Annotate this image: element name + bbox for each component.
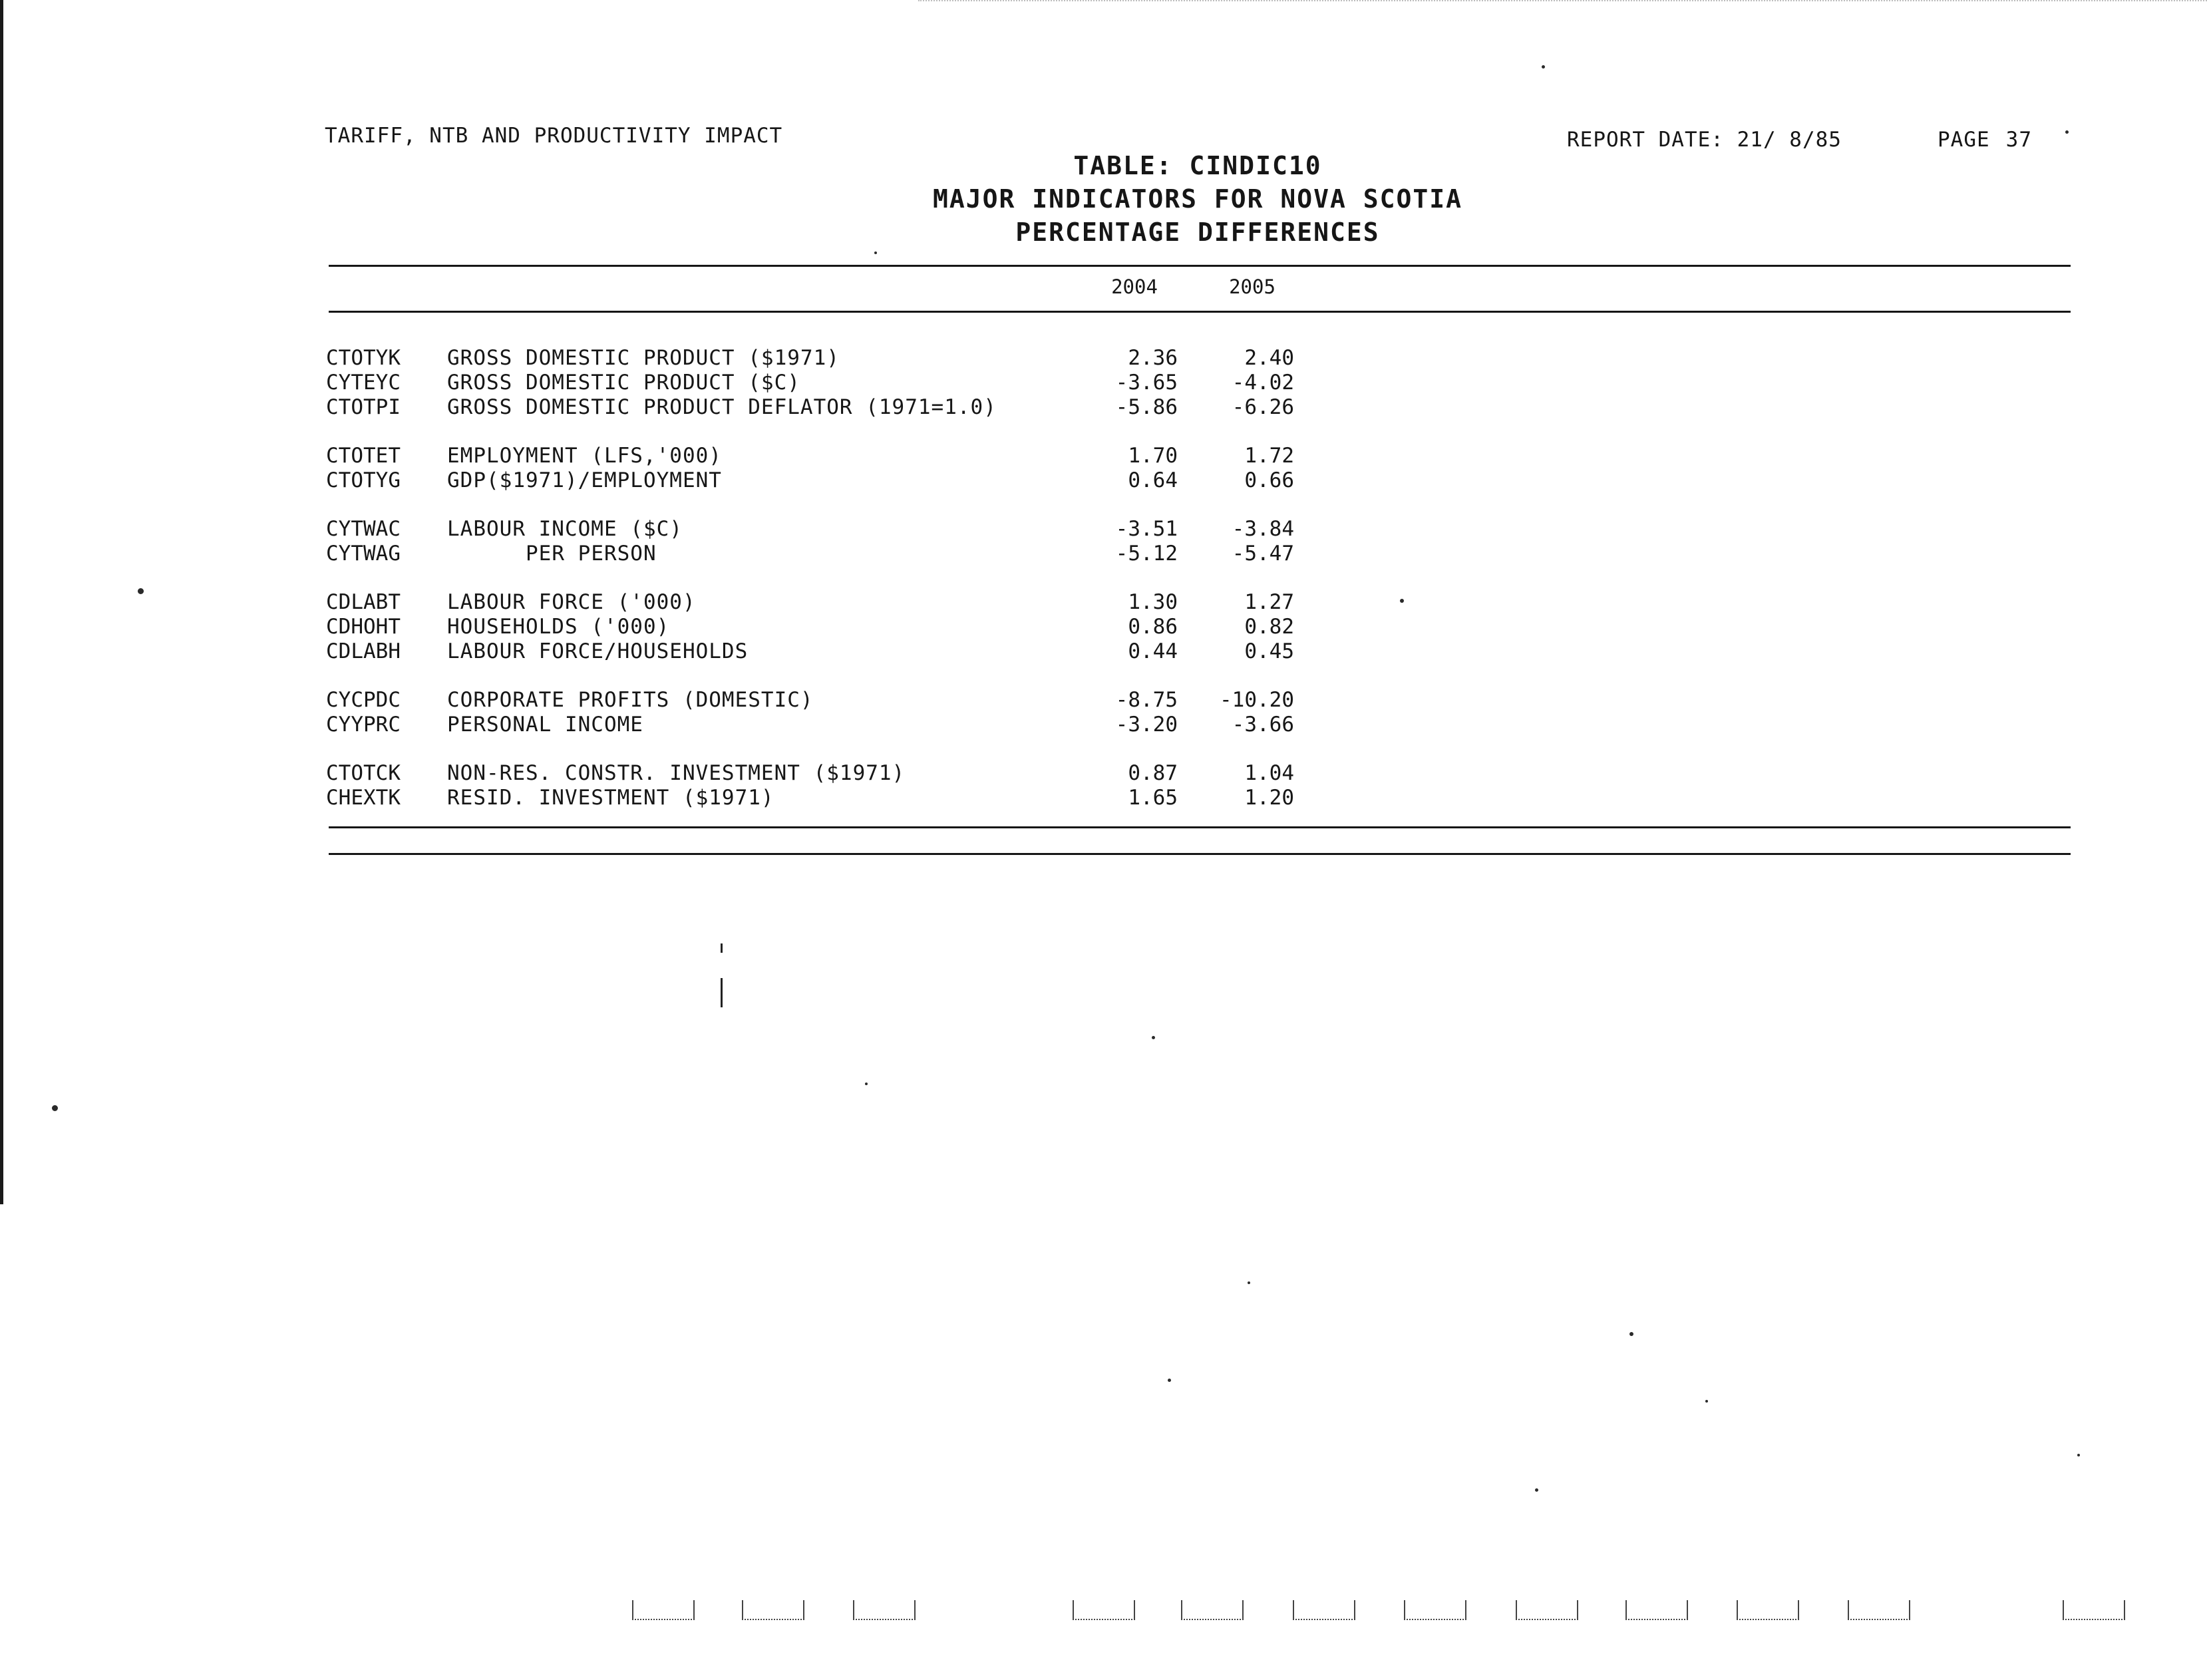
table-row — [326, 517, 1391, 542]
perforation-mark — [853, 1600, 916, 1620]
series-code: CDLABH — [326, 639, 401, 663]
series-code: CTOTCK — [326, 761, 401, 785]
value-2004: 0.86 — [1128, 615, 1178, 639]
indicator-label: PER PERSON — [526, 542, 657, 566]
perforation-mark — [742, 1600, 804, 1620]
table-subject: MAJOR INDICATORS FOR NOVA SCOTIA — [932, 184, 1463, 214]
perforation-mark — [1404, 1600, 1466, 1620]
scan-speck — [1248, 1281, 1250, 1284]
page-label: PAGE — [1938, 128, 1990, 152]
series-code: CTOTYG — [326, 468, 401, 492]
series-code: CTOTPI — [326, 395, 401, 419]
table-row — [326, 761, 1391, 786]
report-date: REPORT DATE: 21/ 8/85 — [1567, 128, 1842, 152]
scan-speck — [1705, 1400, 1708, 1403]
indicator-label: CORPORATE PROFITS (DOMESTIC) — [447, 688, 814, 712]
table-row — [326, 346, 1391, 371]
indicator-table — [326, 346, 1391, 810]
value-2004: 0.44 — [1128, 639, 1178, 663]
group-spacer — [326, 737, 1391, 761]
scan-speck — [1629, 1332, 1633, 1336]
series-code: CYTWAC — [326, 517, 401, 541]
scan-speck — [1535, 1488, 1538, 1492]
indicator-label: GDP($1971)/EMPLOYMENT — [447, 468, 722, 492]
value-2005: -6.26 — [1232, 395, 1294, 419]
table-row — [326, 688, 1391, 713]
value-2004: -5.86 — [1115, 395, 1178, 419]
scan-page-edge — [0, 0, 3, 1204]
bottom-rule-1 — [329, 826, 2071, 828]
header-rule — [329, 311, 2071, 313]
table-row — [326, 713, 1391, 737]
series-code: CYCPDC — [326, 688, 401, 712]
group-spacer — [326, 664, 1391, 688]
series-code: CTOTYK — [326, 346, 401, 370]
table-row — [326, 639, 1391, 664]
table-row — [326, 542, 1391, 566]
value-2004: -3.51 — [1115, 517, 1178, 541]
indicator-label: GROSS DOMESTIC PRODUCT ($C) — [447, 371, 800, 395]
scan-speck — [52, 1105, 58, 1111]
table-row — [326, 371, 1391, 395]
bottom-rule-2 — [329, 853, 2071, 855]
indicator-label: GROSS DOMESTIC PRODUCT DEFLATOR (1971=1.0) — [447, 395, 997, 419]
table-row — [326, 786, 1391, 810]
table-id: TABLE: CINDIC10 — [1073, 151, 1322, 180]
group-spacer — [326, 420, 1391, 444]
scan-top-edge — [918, 0, 2207, 4]
scan-speck — [1400, 599, 1404, 603]
value-2004: -5.12 — [1115, 542, 1178, 566]
value-2005: 1.27 — [1244, 590, 1294, 614]
value-2005: -10.20 — [1220, 688, 1294, 712]
table-title-block — [865, 149, 1530, 249]
scan-speck — [1152, 1036, 1155, 1039]
stray-pen-mark — [721, 943, 723, 953]
perforation-mark — [1293, 1600, 1355, 1620]
perforation-strip — [0, 1594, 2207, 1633]
scan-speck — [874, 252, 877, 254]
value-2005: 0.66 — [1244, 468, 1294, 492]
table-row — [326, 590, 1391, 615]
value-2005: 1.72 — [1244, 444, 1294, 468]
group-spacer — [326, 566, 1391, 590]
value-2005: 1.04 — [1244, 761, 1294, 785]
value-2004: -8.75 — [1115, 688, 1178, 712]
perforation-mark — [632, 1600, 695, 1620]
series-code: CYTWAG — [326, 542, 401, 566]
value-2005: 0.82 — [1244, 615, 1294, 639]
indicator-label: PERSONAL INCOME — [447, 713, 643, 737]
scan-speck — [1168, 1379, 1171, 1382]
indicator-label: EMPLOYMENT (LFS,'000) — [447, 444, 722, 468]
value-2004: 1.30 — [1128, 590, 1178, 614]
indicator-label: RESID. INVESTMENT ($1971) — [447, 786, 774, 810]
scan-speck — [2065, 130, 2069, 134]
value-2005: 2.40 — [1244, 346, 1294, 370]
table-row — [326, 468, 1391, 493]
series-code: CTOTET — [326, 444, 401, 468]
series-code: CDHOHT — [326, 615, 401, 639]
value-2004: 2.36 — [1128, 346, 1178, 370]
perforation-mark — [1848, 1600, 1910, 1620]
value-2005: -3.66 — [1232, 713, 1294, 737]
table-row — [326, 444, 1391, 468]
perforation-mark — [2063, 1600, 2125, 1620]
value-2004: -3.65 — [1115, 371, 1178, 395]
perforation-mark — [1516, 1600, 1578, 1620]
series-code: CDLABT — [326, 590, 401, 614]
value-2005: 0.45 — [1244, 639, 1294, 663]
scan-speck — [865, 1083, 868, 1085]
stray-pen-mark — [721, 978, 723, 1007]
perforation-mark — [1737, 1600, 1799, 1620]
table-row — [326, 395, 1391, 420]
perforation-mark — [1073, 1600, 1135, 1620]
column-header-2004: 2004 — [1111, 275, 1158, 298]
value-2005: 1.20 — [1244, 786, 1294, 810]
indicator-label: LABOUR FORCE/HOUSEHOLDS — [447, 639, 749, 663]
value-2005: -3.84 — [1232, 517, 1294, 541]
scan-speck — [138, 588, 144, 594]
table-measure: PERCENTAGE DIFFERENCES — [1015, 218, 1380, 247]
scan-speck — [1542, 65, 1545, 69]
value-2005: -4.02 — [1232, 371, 1294, 395]
page-number: 37 — [2005, 128, 2032, 152]
perforation-mark — [1625, 1600, 1688, 1620]
series-code: CYYPRC — [326, 713, 401, 737]
indicator-label: HOUSEHOLDS ('000) — [447, 615, 670, 639]
value-2004: -3.20 — [1115, 713, 1178, 737]
series-code: CYTEYC — [326, 371, 401, 395]
indicator-label: LABOUR INCOME ($C) — [447, 517, 683, 541]
top-rule — [329, 265, 2071, 267]
value-2004: 1.70 — [1128, 444, 1178, 468]
indicator-label: NON-RES. CONSTR. INVESTMENT ($1971) — [447, 761, 906, 785]
perforation-mark — [1181, 1600, 1244, 1620]
indicator-label: LABOUR FORCE ('000) — [447, 590, 696, 614]
value-2005: -5.47 — [1232, 542, 1294, 566]
value-2004: 1.65 — [1128, 786, 1178, 810]
group-spacer — [326, 493, 1391, 517]
value-2004: 0.87 — [1128, 761, 1178, 785]
column-header-2005: 2005 — [1229, 275, 1275, 298]
series-code: CHEXTK — [326, 786, 401, 810]
table-row — [326, 615, 1391, 639]
indicator-label: GROSS DOMESTIC PRODUCT ($1971) — [447, 346, 840, 370]
scan-speck — [2077, 1454, 2080, 1456]
page-indicator — [1938, 128, 2032, 152]
report-series-title: TARIFF, NTB AND PRODUCTIVITY IMPACT — [325, 124, 783, 148]
value-2004: 0.64 — [1128, 468, 1178, 492]
